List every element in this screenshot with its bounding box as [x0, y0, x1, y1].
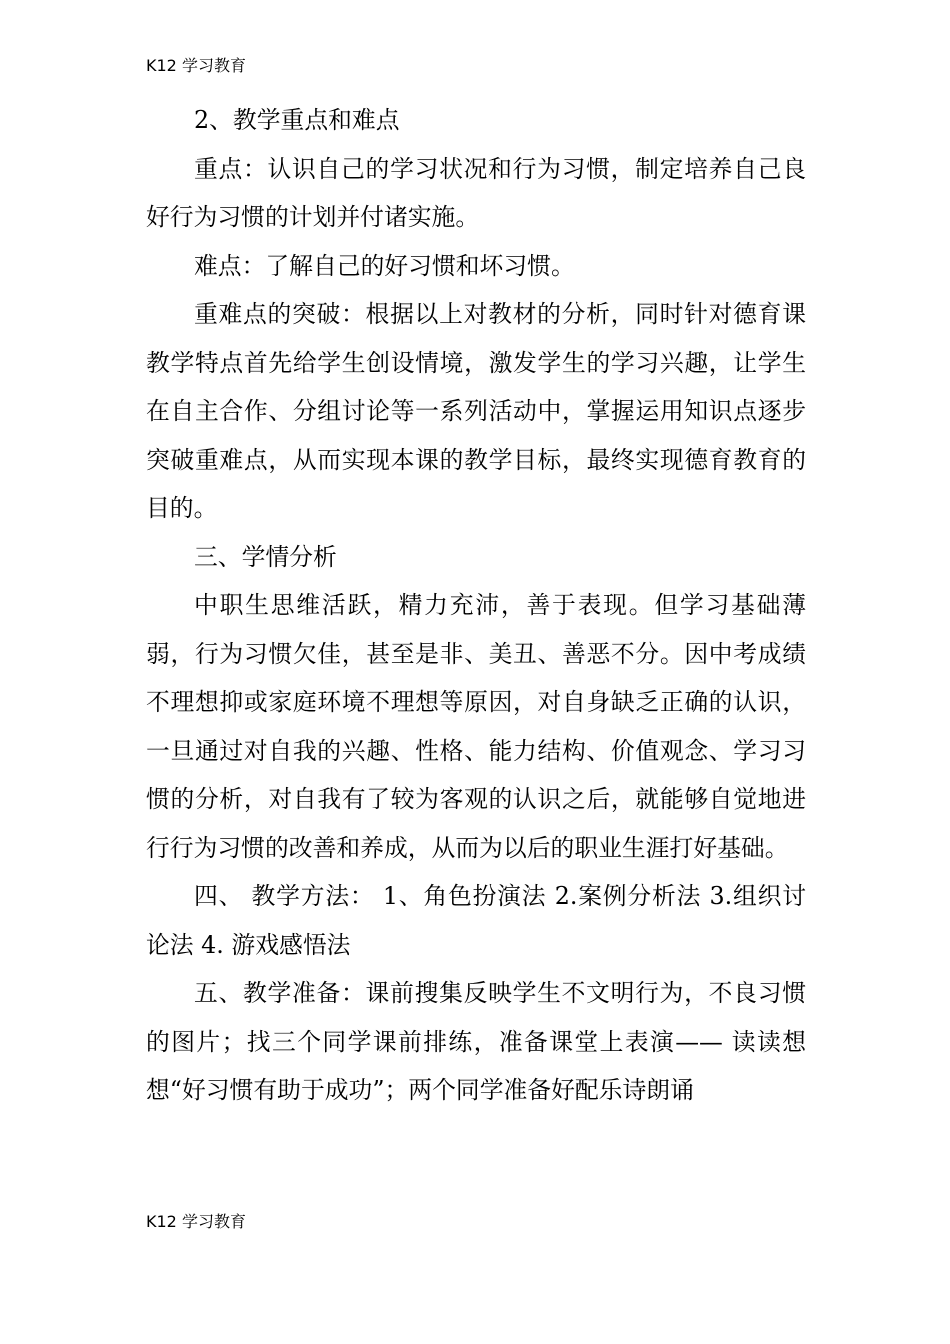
section-heading-key-points: 2、教学重点和难点 — [194, 106, 400, 134]
paragraph-teaching-methods: 四、 教学方法： 1、角色扮演法 2.案例分析法 3.组织讨论法 4. 游戏感悟法 — [146, 882, 806, 959]
paragraph-key-point: 重点：认识自己的学习状况和行为习惯，制定培养自己良好行为习惯的计划并付诸实施。 — [146, 154, 806, 231]
document-body — [146, 96, 806, 1115]
section-heading-student-analysis: 三、学情分析 — [194, 542, 337, 571]
paragraph-difficulty: 难点：了解自己的好习惯和坏习惯。 — [194, 251, 575, 280]
page-header: K12 学习教育 — [146, 56, 246, 75]
paragraph-student-analysis: 中职生思维活跃，精力充沛，善于表现。但学习基础薄弱，行为习惯欠佳，甚至是非、美丑、善恶不分。因中考成绩不理想抑或家庭环境不理想等原因，对自身缺乏正确的认识，一旦通过对自我的兴趣、性格、能力结构、价值观念、学习习惯的分析，对自我有了较为客观的认识之后，就能够自觉地进行行为习惯的改善和养成，从而为以后的职业生涯打好基础。 — [146, 591, 806, 862]
page-footer: K12 学习教育 — [146, 1212, 246, 1231]
paragraph-breakthrough: 重难点的突破：根据以上对教材的分析，同时针对德育课教学特点首先给学生创设情境，激发学生的学习兴趣，让学生在自主合作、分组讨论等一系列活动中，掌握运用知识点逐步突破重难点，从而实现本课的教学目标，最终实现德育教育的目的。 — [146, 300, 806, 522]
paragraph-teaching-preparation: 五、教学准备：课前搜集反映学生不文明行为，不良习惯的图片；找三个同学课前排练，准备课堂上表演—— 读读想想“好习惯有助于成功”；两个同学准备好配乐诗朗诵 — [146, 979, 806, 1104]
